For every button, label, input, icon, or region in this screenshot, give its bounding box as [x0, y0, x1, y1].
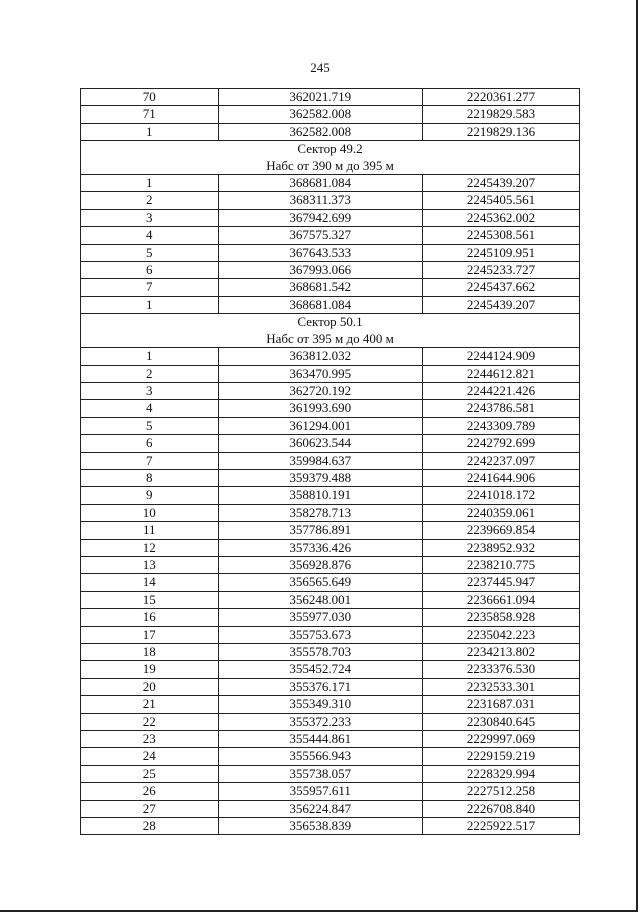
- sector-header-row: [81, 314, 580, 348]
- point-number-cell: 4: [81, 400, 219, 417]
- y-coordinate-cell: 2229997.069: [422, 731, 579, 748]
- x-coordinate-cell: 368311.373: [218, 192, 422, 209]
- x-coordinate-cell: 361294.001: [218, 417, 422, 434]
- x-coordinate-cell: 355753.673: [218, 626, 422, 643]
- table-row: [81, 365, 580, 382]
- x-coordinate-cell: 355372.233: [218, 713, 422, 730]
- y-coordinate-cell: 2241644.906: [422, 469, 579, 486]
- y-coordinate-cell: 2245109.951: [422, 244, 579, 261]
- point-number-cell: 6: [81, 262, 219, 279]
- point-number-cell: 6: [81, 435, 219, 452]
- x-coordinate-cell: 355349.310: [218, 696, 422, 713]
- y-coordinate-cell: 2242792.699: [422, 435, 579, 452]
- point-number-cell: 4: [81, 227, 219, 244]
- coordinates-table: [80, 88, 580, 835]
- point-number-cell: 1: [81, 296, 219, 313]
- sector-title: Сектор 50.1: [297, 314, 363, 330]
- x-coordinate-cell: 361993.690: [218, 400, 422, 417]
- table-row: [81, 435, 580, 452]
- x-coordinate-cell: 367643.533: [218, 244, 422, 261]
- x-coordinate-cell: 362582.008: [218, 123, 422, 140]
- x-coordinate-cell: 367575.327: [218, 227, 422, 244]
- table-row: [81, 609, 580, 626]
- x-coordinate-cell: 362582.008: [218, 106, 422, 123]
- table-row: [81, 748, 580, 765]
- point-number-cell: 25: [81, 765, 219, 782]
- point-number-cell: 13: [81, 556, 219, 573]
- x-coordinate-cell: 355444.861: [218, 731, 422, 748]
- table-row: [81, 123, 580, 140]
- table-row: [81, 539, 580, 556]
- point-number-cell: 3: [81, 209, 219, 226]
- point-number-cell: 8: [81, 469, 219, 486]
- y-coordinate-cell: 2238952.932: [422, 539, 579, 556]
- x-coordinate-cell: 358810.191: [218, 487, 422, 504]
- y-coordinate-cell: 2236661.094: [422, 591, 579, 608]
- x-coordinate-cell: 355957.611: [218, 783, 422, 800]
- point-number-cell: 7: [81, 279, 219, 296]
- table-row: [81, 348, 580, 365]
- y-coordinate-cell: 2244221.426: [422, 382, 579, 399]
- point-number-cell: 3: [81, 382, 219, 399]
- table-row: [81, 678, 580, 695]
- table-row: [81, 192, 580, 209]
- coordinates-table-body: [81, 89, 580, 835]
- page-number: 245: [310, 60, 330, 75]
- x-coordinate-cell: 356565.649: [218, 574, 422, 591]
- y-coordinate-cell: 2226708.840: [422, 800, 579, 817]
- y-coordinate-cell: 2227512.258: [422, 783, 579, 800]
- x-coordinate-cell: 368681.542: [218, 279, 422, 296]
- point-number-cell: 2: [81, 365, 219, 382]
- y-coordinate-cell: 2243786.581: [422, 400, 579, 417]
- y-coordinate-cell: 2235858.928: [422, 609, 579, 626]
- point-number-cell: 17: [81, 626, 219, 643]
- point-number-cell: 70: [81, 89, 219, 106]
- x-coordinate-cell: 355376.171: [218, 678, 422, 695]
- point-number-cell: 23: [81, 731, 219, 748]
- x-coordinate-cell: 359379.488: [218, 469, 422, 486]
- y-coordinate-cell: 2231687.031: [422, 696, 579, 713]
- y-coordinate-cell: 2228329.994: [422, 765, 579, 782]
- point-number-cell: 5: [81, 244, 219, 261]
- y-coordinate-cell: 2239669.854: [422, 522, 579, 539]
- y-coordinate-cell: 2245439.207: [422, 175, 579, 192]
- point-number-cell: 1: [81, 123, 219, 140]
- y-coordinate-cell: 2219829.136: [422, 123, 579, 140]
- table-row: [81, 661, 580, 678]
- table-row: [81, 296, 580, 313]
- y-coordinate-cell: 2237445.947: [422, 574, 579, 591]
- point-number-cell: 2: [81, 192, 219, 209]
- point-number-cell: 11: [81, 522, 219, 539]
- x-coordinate-cell: 363812.032: [218, 348, 422, 365]
- y-coordinate-cell: 2245439.207: [422, 296, 579, 313]
- y-coordinate-cell: 2240359.061: [422, 504, 579, 521]
- x-coordinate-cell: 358278.713: [218, 504, 422, 521]
- table-row: [81, 765, 580, 782]
- table-row: [81, 106, 580, 123]
- table-row: [81, 244, 580, 261]
- point-number-cell: 1: [81, 175, 219, 192]
- point-number-cell: 71: [81, 106, 219, 123]
- table-row: [81, 522, 580, 539]
- y-coordinate-cell: 2245362.002: [422, 209, 579, 226]
- table-row: [81, 696, 580, 713]
- table-row: [81, 574, 580, 591]
- y-coordinate-cell: 2245437.662: [422, 279, 579, 296]
- x-coordinate-cell: 359984.637: [218, 452, 422, 469]
- y-coordinate-cell: 2244124.909: [422, 348, 579, 365]
- x-coordinate-cell: 368681.084: [218, 296, 422, 313]
- point-number-cell: 9: [81, 487, 219, 504]
- sector-altitude-range: Набс от 395 м до 400 м: [266, 330, 394, 346]
- y-coordinate-cell: 2234213.802: [422, 644, 579, 661]
- table-row: [81, 279, 580, 296]
- y-coordinate-cell: 2245233.727: [422, 262, 579, 279]
- x-coordinate-cell: 355452.724: [218, 661, 422, 678]
- table-row: [81, 417, 580, 434]
- y-coordinate-cell: 2245405.561: [422, 192, 579, 209]
- point-number-cell: 19: [81, 661, 219, 678]
- x-coordinate-cell: 367942.699: [218, 209, 422, 226]
- x-coordinate-cell: 360623.544: [218, 435, 422, 452]
- y-coordinate-cell: 2245308.561: [422, 227, 579, 244]
- x-coordinate-cell: 357786.891: [218, 522, 422, 539]
- y-coordinate-cell: 2238210.775: [422, 556, 579, 573]
- point-number-cell: 1: [81, 348, 219, 365]
- table-row: [81, 626, 580, 643]
- table-row: [81, 504, 580, 521]
- y-coordinate-cell: 2232533.301: [422, 678, 579, 695]
- x-coordinate-cell: 368681.084: [218, 175, 422, 192]
- x-coordinate-cell: 355566.943: [218, 748, 422, 765]
- point-number-cell: 24: [81, 748, 219, 765]
- y-coordinate-cell: 2219829.583: [422, 106, 579, 123]
- x-coordinate-cell: 356224.847: [218, 800, 422, 817]
- x-coordinate-cell: 363470.995: [218, 365, 422, 382]
- y-coordinate-cell: 2225922.517: [422, 818, 579, 835]
- x-coordinate-cell: 362720.192: [218, 382, 422, 399]
- point-number-cell: 26: [81, 783, 219, 800]
- x-coordinate-cell: 357336.426: [218, 539, 422, 556]
- x-coordinate-cell: 356928.876: [218, 556, 422, 573]
- point-number-cell: 10: [81, 504, 219, 521]
- x-coordinate-cell: 355977.030: [218, 609, 422, 626]
- y-coordinate-cell: 2244612.821: [422, 365, 579, 382]
- point-number-cell: 7: [81, 452, 219, 469]
- point-number-cell: 20: [81, 678, 219, 695]
- point-number-cell: 14: [81, 574, 219, 591]
- table-row: [81, 783, 580, 800]
- point-number-cell: 18: [81, 644, 219, 661]
- x-coordinate-cell: 362021.719: [218, 89, 422, 106]
- sector-header: [81, 141, 580, 175]
- y-coordinate-cell: 2220361.277: [422, 89, 579, 106]
- table-row: [81, 731, 580, 748]
- table-row: [81, 262, 580, 279]
- point-number-cell: 5: [81, 417, 219, 434]
- table-row: [81, 800, 580, 817]
- point-number-cell: 15: [81, 591, 219, 608]
- x-coordinate-cell: 356248.001: [218, 591, 422, 608]
- x-coordinate-cell: 367993.066: [218, 262, 422, 279]
- x-coordinate-cell: 356538.839: [218, 818, 422, 835]
- point-number-cell: 16: [81, 609, 219, 626]
- table-row: [81, 400, 580, 417]
- table-row: [81, 175, 580, 192]
- point-number-cell: 27: [81, 800, 219, 817]
- point-number-cell: 22: [81, 713, 219, 730]
- table-row: [81, 818, 580, 835]
- table-row: [81, 382, 580, 399]
- x-coordinate-cell: 355738.057: [218, 765, 422, 782]
- sector-header-row: [81, 141, 580, 175]
- table-row: [81, 452, 580, 469]
- sector-header: [81, 314, 580, 348]
- table-row: [81, 487, 580, 504]
- y-coordinate-cell: 2242237.097: [422, 452, 579, 469]
- point-number-cell: 21: [81, 696, 219, 713]
- table-row: [81, 644, 580, 661]
- table-row: [81, 556, 580, 573]
- y-coordinate-cell: 2229159.219: [422, 748, 579, 765]
- y-coordinate-cell: 2243309.789: [422, 417, 579, 434]
- table-row: [81, 89, 580, 106]
- table-row: [81, 591, 580, 608]
- table-row: [81, 713, 580, 730]
- table-row: [81, 469, 580, 486]
- sector-title: Сектор 49.2: [297, 141, 363, 157]
- point-number-cell: 28: [81, 818, 219, 835]
- point-number-cell: 12: [81, 539, 219, 556]
- table-row: [81, 227, 580, 244]
- y-coordinate-cell: 2230840.645: [422, 713, 579, 730]
- y-coordinate-cell: 2235042.223: [422, 626, 579, 643]
- y-coordinate-cell: 2241018.172: [422, 487, 579, 504]
- y-coordinate-cell: 2233376.530: [422, 661, 579, 678]
- sector-altitude-range: Набс от 390 м до 395 м: [266, 157, 394, 173]
- table-row: [81, 209, 580, 226]
- x-coordinate-cell: 355578.703: [218, 644, 422, 661]
